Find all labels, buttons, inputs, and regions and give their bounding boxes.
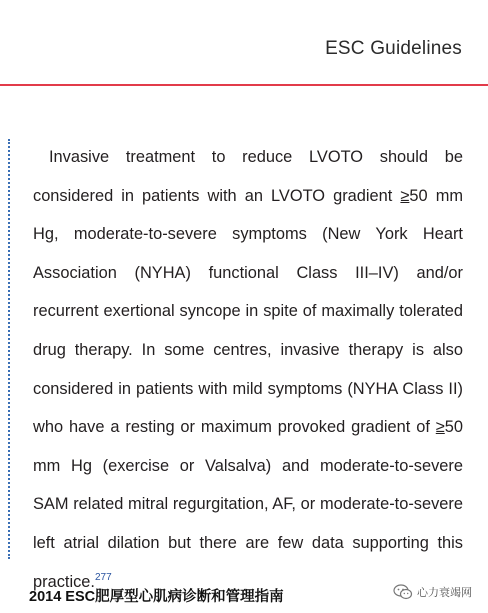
header-rule bbox=[0, 84, 488, 86]
body-paragraph bbox=[33, 138, 463, 601]
text-segment-3: 50 mm Hg (exercise or Valsalva) and moderate-to-severe SAM related mitral regurgitation, AF, or moderate-to-severe left atrial dilation but there are few data supporting this practice. bbox=[33, 418, 463, 591]
header-label: ESC Guidelines bbox=[325, 38, 462, 59]
reference-number: 277 bbox=[94, 571, 112, 583]
wechat-icon bbox=[393, 584, 413, 600]
text-segment-1: Invasive treatment to reduce LVOTO should be considered in patients with an LVOTO gradient bbox=[33, 148, 463, 205]
greater-equal-symbol: ≥ bbox=[435, 418, 445, 437]
watermark-text: 心力衰竭网 bbox=[417, 587, 472, 599]
greater-equal-symbol: ≥ bbox=[400, 186, 410, 205]
text-segment-2: 50 mm Hg, moderate-to-severe symptoms (New York Heart Association (NYHA) functional Class III–IV) and/or recurrent exertional syncope in spite of maximally tolerated drug therapy. In some centres, invasive therapy is also considered in patients with mild symptoms (NYHA Class II) who have a resting or maximum provoked gradient of bbox=[33, 186, 464, 437]
watermark bbox=[393, 584, 472, 600]
caption: 2014 ESC肥厚型心肌病诊断和管理指南 bbox=[29, 589, 284, 605]
dotted-margin bbox=[8, 139, 10, 559]
